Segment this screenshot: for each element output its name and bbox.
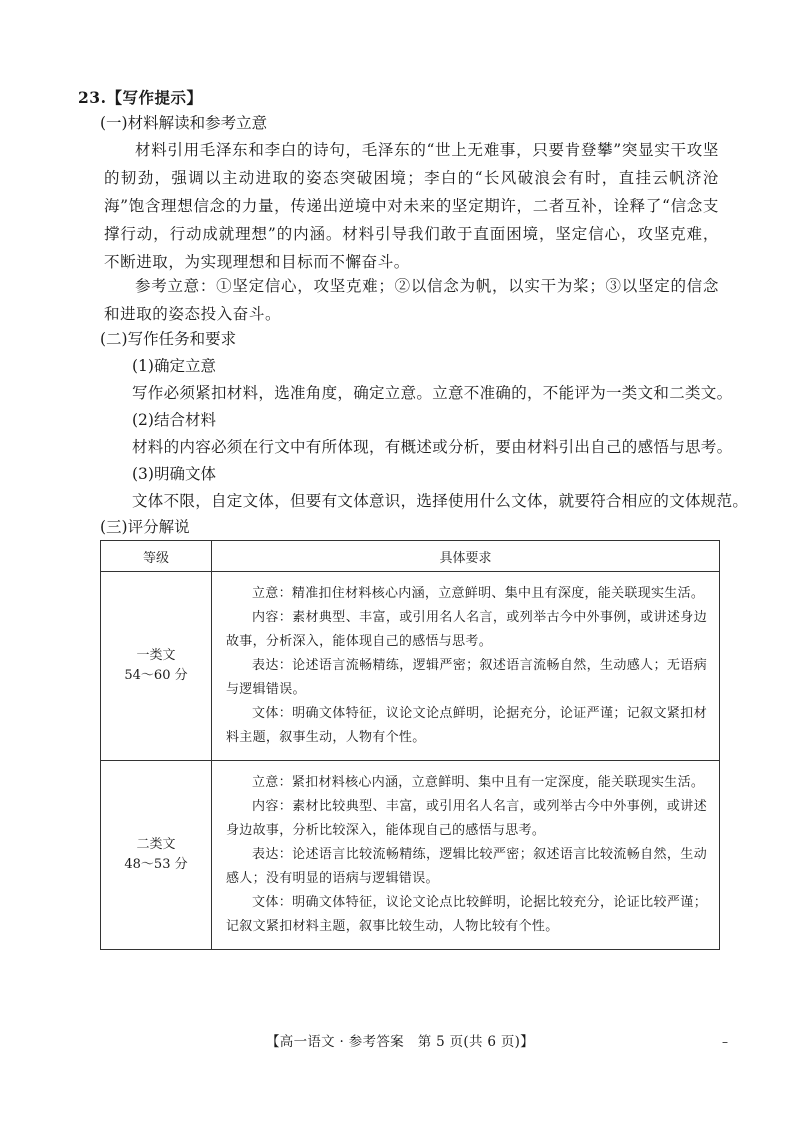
criterion-expression: 表达：论述语言流畅精练，逻辑严密；叙述语言流畅自然，生动感人；无语病与逻辑错误。 — [226, 658, 707, 697]
grade-level-score: 48～53 分 — [124, 857, 188, 872]
grade-requirements-cell — [212, 761, 720, 950]
header-requirements: 具体要求 — [212, 541, 720, 572]
criterion-theme: 立意：精准扣住材料核心内涵，立意鲜明、集中且有深度，能关联现实生活。 — [252, 586, 705, 601]
grade-level-name: 一类文 — [136, 648, 176, 663]
grade-requirements-cell — [212, 572, 720, 761]
criterion-style: 文体：明确文体特征，议论文论点比较鲜明，论据比较充分，论证比较严谨；记叙文紧扣材料主题，叙事比较生动，人物比较有个性。 — [226, 895, 707, 934]
requirement-3-text: 文体不限，自定文体，但要有文体意识，选择使用什么文体，就要符合相应的文体规范。 — [132, 492, 749, 510]
section2-heading: (二)写作任务和要求 — [100, 330, 237, 348]
requirement-1-title: (1)确定立意 — [132, 357, 216, 375]
page-footer: 【高一语文 · 参考答案 第 5 页(共 6 页)】 — [265, 1034, 535, 1050]
criterion-expression: 表达：论述语言比较流畅精练，逻辑比较严密；叙述语言比较流畅自然，生动感人；没有明显的语病与逻辑错误。 — [226, 847, 707, 886]
section3-heading: (三)评分解说 — [100, 518, 190, 536]
table-header-row — [101, 541, 720, 572]
reference-ideas-paragraph: 参考立意：①坚定信心，攻坚克难；②以信念为帆，以实干为桨；③以坚定的信念和进取的姿态投入奋斗。 — [104, 277, 719, 323]
question-title: 23.【写作提示】 — [78, 88, 203, 107]
requirement-2-title: (2)结合材料 — [132, 411, 216, 429]
grade-level-cell — [101, 572, 212, 761]
corner-mark: – — [722, 1035, 728, 1049]
section1-heading: (一)材料解读和参考立意 — [100, 114, 268, 132]
header-level: 等级 — [101, 541, 212, 572]
table-row — [101, 572, 720, 761]
grading-table — [100, 540, 720, 950]
grade-level-score: 54～60 分 — [124, 668, 188, 683]
criterion-theme: 立意：紧扣材料核心内涵，立意鲜明、集中且有一定深度，能关联现实生活。 — [252, 775, 705, 790]
table-row — [101, 761, 720, 950]
grade-level-name: 二类文 — [136, 837, 176, 852]
requirement-3-title: (3)明确文体 — [132, 465, 216, 483]
requirement-1-text: 写作必须紧扣材料，选准角度，确定立意。立意不准确的，不能评为一类文和二类文。 — [132, 384, 733, 402]
grade-level-cell — [101, 761, 212, 950]
criterion-content: 内容：素材比较典型、丰富，或引用名人名言，或列举古今中外事例，或讲述身边故事，分析比较深入，能体现自己的感悟与思考。 — [226, 799, 707, 838]
requirement-2-text: 材料的内容必须在行文中有所体现，有概述或分析，要由材料引出自己的感悟与思考。 — [132, 438, 733, 456]
criterion-content: 内容：素材典型、丰富，或引用名人名言，或列举古今中外事例，或讲述身边故事，分析深入，能体现自己的感悟与思考。 — [226, 610, 707, 649]
criterion-style: 文体：明确文体特征，议论文论点鲜明，论据充分，论证严谨；记叙文紧扣材料主题，叙事生动，人物有个性。 — [226, 706, 707, 745]
material-analysis-paragraph: 材料引用毛泽东和李白的诗句，毛泽东的“世上无难事，只要肯登攀”突显实干攻坚的韧劲，强调以主动进取的姿态突破困境；李白的“长风破浪会有时，直挂云帆济沧海”饱含理想信念的力量，传递出逆境中对未来的坚定期许，二者互补，诠释了“信念支撑行动，行动成就理想”的内涵。材料引导我们敢于直面困境，坚定信心，攻坚克难，不断进取，为实现理想和目标而不懈奋斗。 — [104, 141, 719, 271]
